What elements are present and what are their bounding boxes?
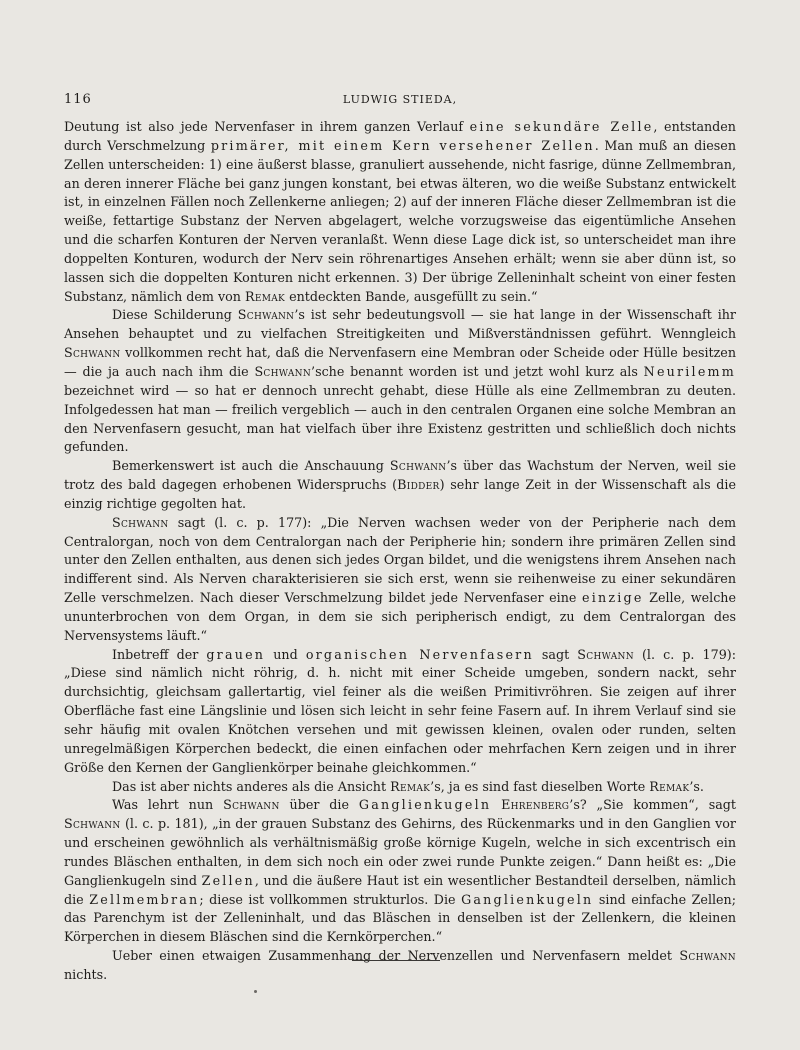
text-run: entdeckten Bande, ausgefüllt zu sein.“ [285,288,538,304]
spaced-emphasis: Ganglienkugeln [461,891,594,907]
paragraph [64,514,736,646]
text-run: ’s, ja es sind fast dieselben Worte [430,778,650,794]
text-run: Zelle, welche ununterbrochen von dem Organ, in dem sie sich peripherisch endigt, zu dem Centralorgan des Nervensystems läuft.“ [64,590,736,643]
name-smallcaps: Schwann [112,514,169,530]
text-run: Bemerkenswert ist auch die Anschauung [112,458,390,474]
paragraph [64,118,736,306]
text-run: ’s ist sehr bedeutungsvoll — sie hat lange in der Wissenschaft ihr Ansehen behauptet und zu vielfachen Streitigkeiten und Mißverständnissen geführt. Wenngleich [64,307,736,342]
text-run: sagt (l. c. p. 177): „Die Nerven wachsen weder von der Peripherie nach dem Centralorgan, noch von dem Centralorgan nach der Peripherie hin; sondern ihre primären Zellen sind unter den Zellen enthalten, aus denen sich jedes Organ bildet, und die wenigstens ihrem Ansehen nach indifferent sind. Als Nerven charakterisieren sie sich erst, wenn sie reihenweise zu einer sekundären Zelle verschmelzen. Nach dieser Verschmelzung bildet jede Nervenfaser eine [64,514,736,606]
spaced-emphasis: Zellen [201,872,255,888]
name-smallcaps: Schwann [237,307,295,323]
text-run: Diese Schilderung [112,307,238,323]
text-run: bezeichnet wird — so hat er dennoch unrecht gehabt, diese Hülle als eine Zellmembran zu deuten. Infolgedessen hat man — freilich vergeblich — auch in den centralen Organen eine solche Membran an den Nervenfasern gesucht, man hat vielfach über ihre Existenz gestritten und schließlich doch nichts gefunden. [64,382,736,455]
paragraph [64,778,736,797]
text-run [491,797,501,812]
text-run: . Man muß an diesen Zellen unterscheiden: 1) eine äußerst blasse, granuliert aussehende, nicht fasrige, dünne Zellmembran, an deren innerer Fläche bei ganz jungen konstant, bei etwas älteren, wo die weiße Substanz entwickelt ist, in einzelnen Fällen noch Zellenkerne anliegen; 2) auf der inneren Fläche dieser Zellmembran ist die weiße, fettartige Substanz der Nerven abgelagert, welche vorzugsweise das eigentümliche Ansehen und die scharfen Konturen der Nerven veranlaßt. Wenn diese Lage dick ist, so unterscheidet man ihre doppelten Konturen, wodurch der Nerv sein röhrenartiges Ansehen erhält; wenn sie aber dünn ist, so lassen sich die doppelten Konturen nicht erkennen. 3) Der übrige Zelleninhalt scheint von einer festen Substanz, nämlich dem von [64,137,736,304]
text-run: (l. c. p. 179): „Diese sind nämlich nicht röhrig, d. h. nicht mit einer Scheide umgeben, sondern nackt, sehr durchsichtig, gleichsam gallertartig, viel feiner als die weißen Primitivröhren. Sie zeigen auf ihrer Oberfläche fast eine Längslinie und lösen sich leicht in sehr feine Fasern auf. In ihrem Verlauf sind sie sehr häufig mit ovalen Knötchen versehen und mit gewissen kleinen, ovalen oder runden, selten unregelmäßigen Körperchen bedeckt, die einen einfachen oder mehrfachen Kern zeigen und in ihrer Größe den Kernen der Ganglienkörper beinahe gleichkommen.“ [64,646,736,775]
spaced-emphasis: Ganglienkugeln [358,797,492,813]
name-smallcaps: Bidder [397,477,440,493]
text-run: , und die äußere Haut ist ein wesentlicher Bestandteil derselben, nämlich die [64,872,736,907]
body-text [64,118,736,985]
spaced-emphasis: organischen Nervenfasern [305,646,534,662]
paragraph [64,796,736,947]
text-run: ’sche benannt worden ist und jetzt wohl kurz als [311,363,644,379]
text-run: nichts. [64,966,108,982]
text-run: und [265,646,306,662]
text-run: über die [279,797,359,813]
text-run: sind einfache Zellen; das Parenchym ist der Zelleninhalt, und das Bläschen in denselben ist der Zellenkern, die kleinen Körperchen in diesem Bläschen sind die Kernkörperchen.“ [64,891,737,945]
spaced-emphasis: grauen [206,646,266,662]
text-run: (l. c. p. 181), „in der grauen Substanz des Gehirns, des Rückenmarks und in den Ganglien vor und erscheinen gewöhnlich als verhältnismäßig große körnige Kugeln, welche in sich excentrisch ein rundes Bläschen enthalten, in dem sich noch ein oder zwei runde Punkte zeigen.“ Dann heißt es: „Die Ganglienkugeln sind [64,816,736,888]
paragraph [64,457,736,514]
text-run: Was lehrt nun [112,797,224,813]
paper-speck [254,990,257,993]
text-run: , entstanden durch Verschmelzung [64,119,736,153]
spaced-emphasis: Neurilemm [643,363,736,379]
closing-rule [352,960,440,961]
name-smallcaps: Schwann [64,345,121,361]
text-run: Inbetreff der [112,646,207,662]
name-smallcaps: Schwann [577,646,634,662]
page-number: 116 [64,92,92,107]
name-smallcaps: Ehrenberg [501,797,570,813]
paragraph [64,306,736,457]
name-smallcaps: Schwann [64,816,121,832]
paragraph [64,947,736,985]
name-smallcaps: Remak [649,778,690,794]
text-run: ’s? „Sie kommen“, sagt [569,797,736,813]
text-run: Das ist aber nichts anderes als die Ansicht [112,778,391,794]
text-run: ) sehr lange Zeit in der Wissenschaft als die einzig richtige gegolten hat. [64,477,736,511]
spaced-emphasis: einzige [582,590,644,606]
name-smallcaps: Schwann [389,458,447,474]
name-smallcaps: Remak [390,778,431,794]
page-header [64,92,736,108]
text-run: ; diese ist vollkommen strukturlos. Die [199,891,462,907]
name-smallcaps: Remak [244,288,286,304]
text-run: ’s. [689,778,704,794]
name-smallcaps: Schwann [254,363,312,379]
paragraph [64,646,736,778]
text-run: vollkommen recht hat, daß die Nervenfasern eine Membran oder Scheide oder Hülle besitzen — die ja auch nach ihm die [64,345,736,379]
text-run: ’s über das Wachstum der Nerven, weil sie trotz des bald dagegen erhobenen Widerspruchs ( [64,458,736,493]
name-smallcaps: Schwann [223,797,280,813]
text-run: Deutung ist also jede Nervenfaser in ihrem ganzen Verlauf [64,119,470,134]
spaced-emphasis: Zellmembran [89,891,200,907]
text-run: Ueber einen etwaigen Zusammenhang der Nervenzellen und Nervenfasern meldet [112,948,680,964]
spaced-emphasis: eine sekundäre Zelle [469,119,654,134]
running-title: LUDWIG STIEDA, [342,93,458,106]
name-smallcaps: Schwann [679,948,736,964]
text-run: sagt [533,646,578,662]
spaced-emphasis: primärer, mit einem Kern versehener Zellen [210,137,595,153]
